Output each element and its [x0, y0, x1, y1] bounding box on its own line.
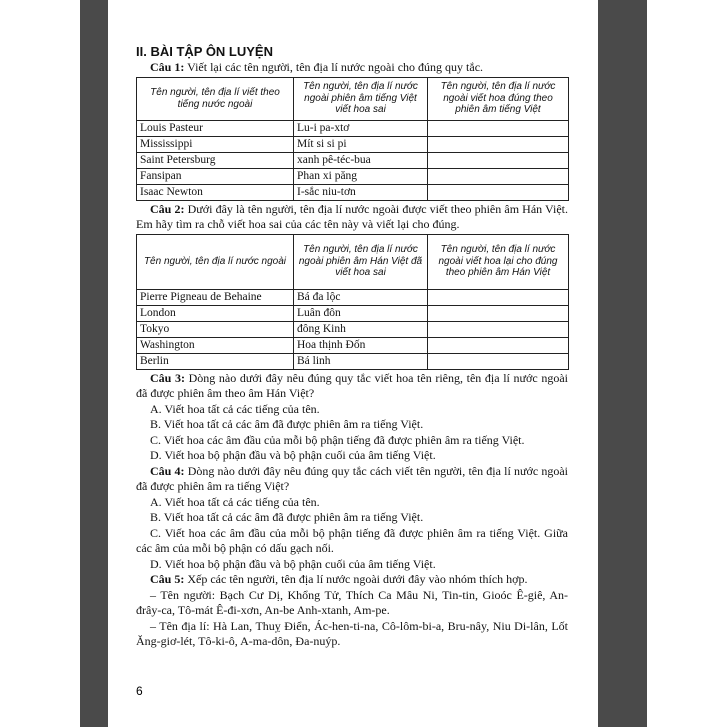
table-1-header-cell: Tên người, tên địa lí viết theo tiếng nước ngoài: [137, 77, 294, 120]
answer-option: C. Viết hoa các âm đầu của mỗi bộ phận tiếng đã được phiên âm ra tiếng Việt.: [150, 432, 525, 447]
table-cell: London: [137, 305, 294, 321]
table-row: [137, 289, 569, 305]
question-1-label: Câu 1:: [150, 60, 185, 74]
answer-option: D. Viết hoa bộ phận đầu và bộ phận cuối của âm tiếng Việt.: [150, 556, 436, 571]
section-title: II. BÀI TẬP ÔN LUYỆN: [136, 44, 273, 59]
answer-cell[interactable]: [428, 353, 569, 369]
page-content: [136, 44, 568, 650]
answer-cell[interactable]: [428, 321, 569, 337]
table-cell: Phan xi păng: [294, 168, 428, 184]
answer-option: A. Viết hoa tất cả các tiếng của tên.: [150, 401, 320, 416]
table-cell: Louis Pasteur: [137, 120, 294, 136]
table-1-header-cell: Tên người, tên địa lí nước ngoài phiên âm tiếng Việt viết hoa sai: [294, 77, 428, 120]
question-5-label: Câu 5:: [150, 572, 185, 586]
table-cell: xanh pê-téc-bua: [294, 152, 428, 168]
table-1-header-cell: Tên người, tên địa lí nước ngoài viết hoa đúng theo phiên âm tiếng Việt: [428, 77, 569, 120]
answer-cell[interactable]: [428, 152, 569, 168]
table-cell: Hoa thịnh Đốn: [294, 337, 428, 353]
table-row: [137, 337, 569, 353]
table-cell: Washington: [137, 337, 294, 353]
table-2-header-cell: Tên người, tên địa lí nước ngoài phiên âm Hán Việt đã viết hoa sai: [294, 234, 428, 289]
question-3-label: Câu 3:: [150, 370, 185, 385]
question-4-text: Dòng nào dưới đây nêu đúng quy tắc cách viết tên người, tên địa lí nước ngoài đã được phiên âm ra tiếng Việt?: [136, 463, 568, 493]
question-2-label: Câu 2:: [150, 201, 185, 216]
answer-cell[interactable]: [428, 184, 569, 200]
answer-cell[interactable]: [428, 120, 569, 136]
question-2-text: Dưới đây là tên người, tên địa lí nước ngoài được viết theo phiên âm Hán Việt. Em hãy tìm ra chỗ viết hoa sai của các tên này và viết lại cho đúng.: [136, 201, 568, 231]
answer-cell[interactable]: [428, 289, 569, 305]
table-cell: Fansipan: [137, 168, 294, 184]
answer-cell[interactable]: [428, 168, 569, 184]
question-4: [136, 464, 568, 495]
table-row: [137, 305, 569, 321]
table-cell: Mississippi: [137, 136, 294, 152]
table-row: [137, 321, 569, 337]
place-names: – Tên địa lí: Hà Lan, Thuỵ Điển, Ác-hen-ti-na, Cô-lôm-bi-a, Bru-nây, Niu Di-lân, Lốt Ăng-giơ-lét, Tô-ki-ô, A-ma-dôn, Đa-nuýp.: [136, 618, 568, 648]
people-names: – Tên người: Bạch Cư Dị, Khổng Tử, Thích Ca Mâu Ni, Tin-tin, Gioóc Ê-giê, An-đrây-ca, Tô-mát Ê-đi-xơn, An-be Anh-xtanh, Am-pe.: [136, 587, 568, 617]
question-3-text: Dòng nào dưới đây nêu đúng quy tắc viết hoa tên riêng, tên địa lí nước ngoài đã được phiên âm theo âm Hán Việt?: [136, 370, 568, 400]
table-row: [137, 152, 569, 168]
table-cell: đông Kinh: [294, 321, 428, 337]
answer-cell[interactable]: [428, 305, 569, 321]
answer-option: B. Viết hoa tất cả các âm đã được phiên âm ra tiếng Việt.: [150, 417, 424, 431]
table-cell: Luân đôn: [294, 305, 428, 321]
answer-option: A. Viết hoa tất cả các tiếng của tên.: [150, 494, 320, 509]
question-1-text: Viết lại các tên người, tên địa lí nước ngoài cho đúng quy tắc.: [184, 60, 484, 74]
question-4-label: Câu 4:: [150, 463, 185, 478]
table-2-header-cell: Tên người, tên địa lí nước ngoài viết hoa lại cho đúng theo phiên âm Hán Việt: [428, 234, 569, 289]
table-cell: I-sắc niu-tơn: [294, 184, 428, 200]
table-cell: Bá đa lộc: [294, 289, 428, 305]
answer-cell[interactable]: [428, 337, 569, 353]
table-cell: Mít si si pi: [294, 136, 428, 152]
table-1-header: [137, 77, 569, 120]
table-row: [137, 184, 569, 200]
table-cell: Berlin: [137, 353, 294, 369]
answer-option: D. Viết hoa bộ phận đầu và bộ phận cuối của âm tiếng Việt.: [150, 448, 436, 462]
question-3: [136, 371, 568, 402]
table-2-header-cell: Tên người, tên địa lí nước ngoài: [137, 234, 294, 289]
table-1: [136, 77, 569, 201]
table-cell: Lu-i pa-xtơ: [294, 120, 428, 136]
answer-option: B. Viết hoa tất cả các âm đã được phiên âm ra tiếng Việt.: [150, 510, 424, 524]
table-row: [137, 136, 569, 152]
question-5-text: Xếp các tên người, tên địa lí nước ngoài dưới đây vào nhóm thích hợp.: [184, 572, 528, 586]
answer-cell[interactable]: [428, 136, 569, 152]
table-cell: Bá linh: [294, 353, 428, 369]
table-cell: Isaac Newton: [137, 184, 294, 200]
table-row: [137, 120, 569, 136]
table-row: [137, 168, 569, 184]
question-1: [136, 60, 568, 76]
table-row: [137, 353, 569, 369]
question-5: [136, 572, 568, 588]
page-number: 6: [136, 684, 143, 698]
table-cell: Tokyo: [137, 321, 294, 337]
table-cell: Pierre Pigneau de Behaine: [137, 289, 294, 305]
answer-option: C. Viết hoa các âm đầu của mỗi bộ phận tiếng đã được phiên âm ra tiếng Việt. Giữa các âm của mỗi bộ phận có dấu gạch nối.: [136, 525, 568, 555]
document-page: [108, 0, 598, 727]
question-2: [136, 202, 568, 233]
table-2-header: [137, 234, 569, 289]
table-2: [136, 234, 569, 370]
table-cell: Saint Petersburg: [137, 152, 294, 168]
